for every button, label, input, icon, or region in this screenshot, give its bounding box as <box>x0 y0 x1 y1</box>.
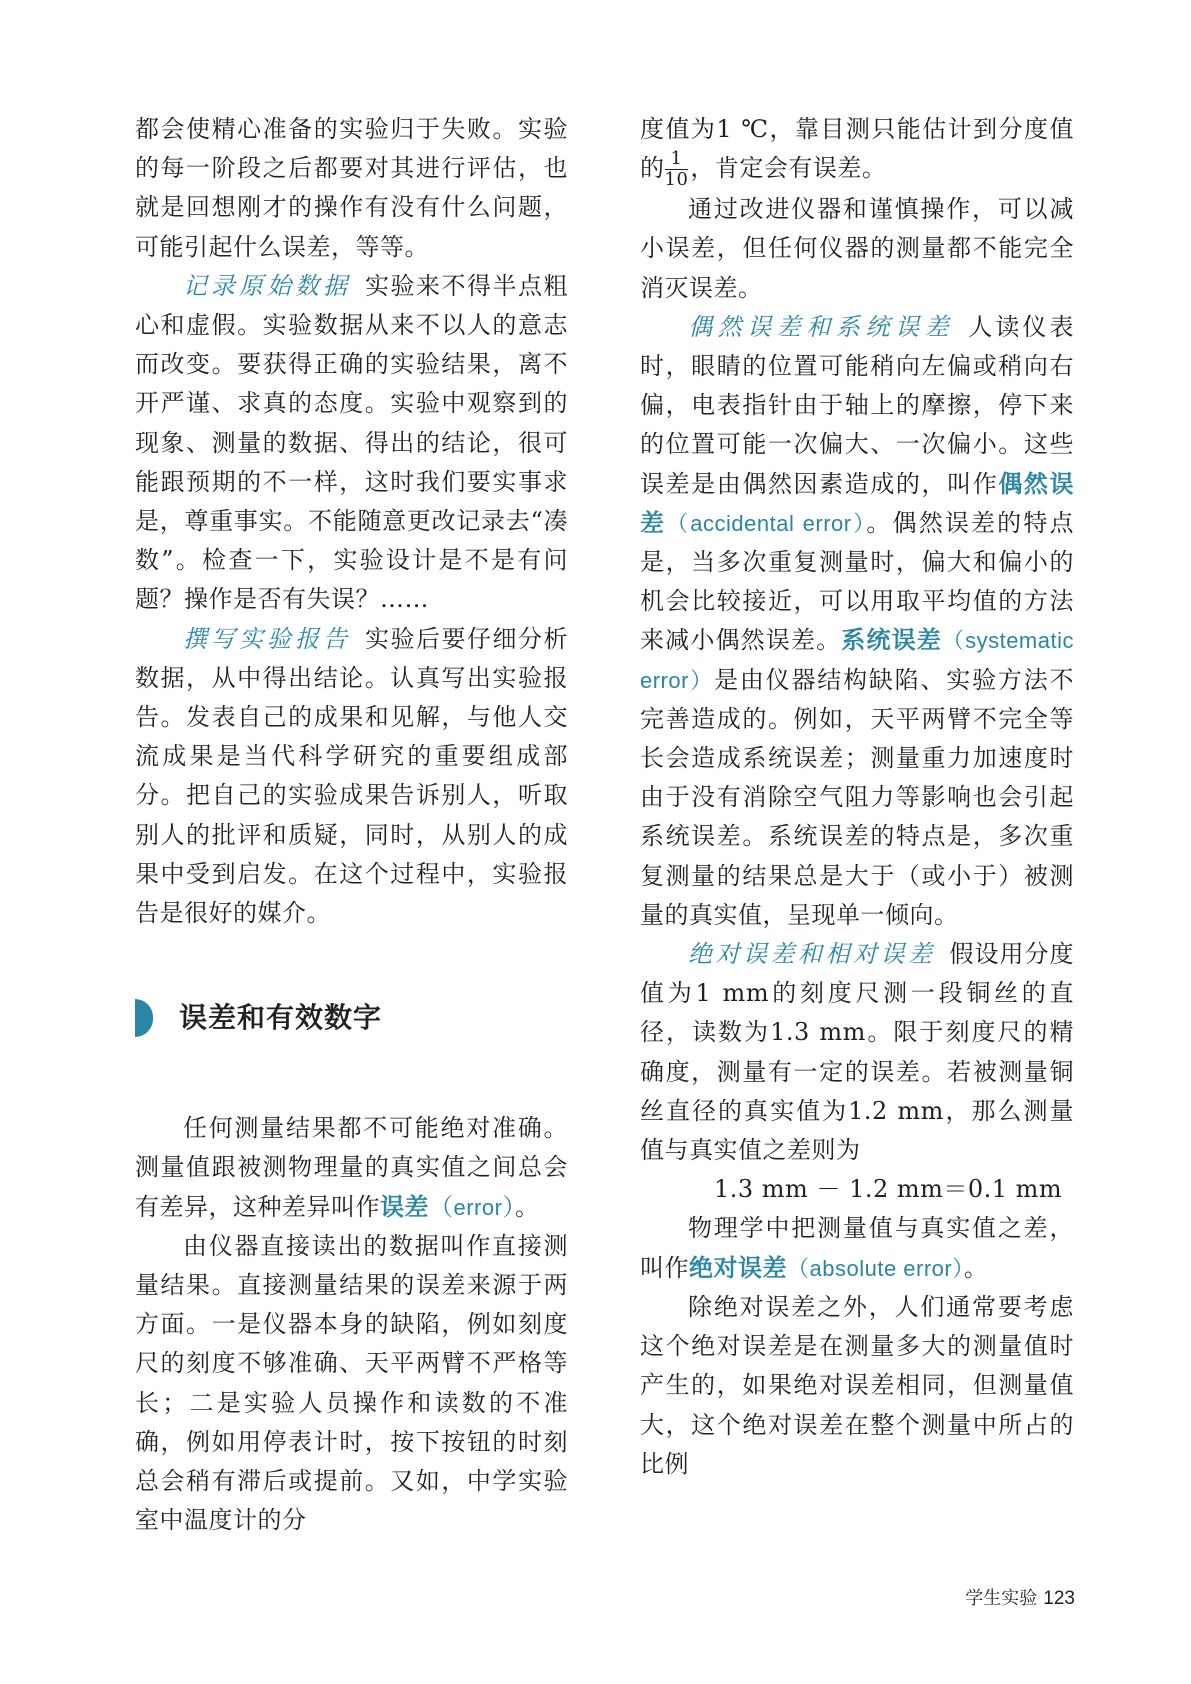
paragraph-text: 物理学中把测量值与真实值之差，叫作 <box>640 1214 1074 1282</box>
right-column <box>640 110 1074 1484</box>
section-heading <box>135 997 568 1039</box>
keyword-accidental-error: 偶然误差 <box>640 469 1074 537</box>
paragraph-end: 。 <box>963 1253 989 1282</box>
paragraph-absolute-relative <box>640 935 1074 1170</box>
english-term: （absolute error） <box>787 1255 964 1281</box>
paragraph-text: 任何测量结果都不可能绝对准确。测量值跟被测物理量的真实值之间总会有差异，这种差异叫作 <box>135 1114 568 1221</box>
paragraph: 除绝对误差之外，人们通常要考虑这个绝对误差是在测量多大的测量值时产生的，如果绝对误差相同，但测量值大，这个绝对误差在整个测量中所占的比例 <box>640 1292 1074 1478</box>
paragraph <box>640 110 1074 190</box>
keyword-absolute-error: 绝对误差 <box>689 1253 787 1282</box>
paragraph-absolute-error <box>640 1209 1074 1287</box>
paragraph-text: 假设用分度值为1 mm的刻度尺测一段铜丝的直径，读数为1.3 mm。限于刻度尺的精确度，测量有一定的误差。若被测量铜丝直径的真实值为1.2 mm，那么测量值与真实值之差则为 <box>640 940 1074 1165</box>
paragraph-lead: 绝对误差和相对误差 <box>688 940 936 969</box>
footer-label: 学生实验 <box>965 1588 1038 1609</box>
paren-close: ） <box>502 1192 515 1221</box>
paragraph: 由仪器直接读出的数据叫作直接测量结果。直接测量结果的误差来源于两方面。一是仪器本身的缺陷，例如刻度尺的刻度不够准确、天平两臂不严格等长；二是实验人员操作和读数的不准确，例如用停表计时，按下按钮的时刻总会稍有滞后或提前。又如，中学实验室中温度计的分 <box>135 1231 568 1535</box>
paragraph-text: 。偶然误差的特点是，当多次重复测量时，偏大和偏小的机会比较接近，可以用取平均值的方法来减小偶然误差。 <box>640 508 1074 655</box>
page-number: 123 <box>1043 1588 1075 1609</box>
equation: 1.3 mm － 1.2 mm＝0.1 mm <box>714 1175 1063 1204</box>
paragraph-text: 实验后要仔细分析数据，从中得出结论。认真写出实验报告。发表自己的成果和见解，与他人交流成果是当代科学研究的重要组成部分。把自己的实验成果告诉别人，听取别人的批评和质疑，同时，从别人的成果中受到启发。在这个过程中，实验报告是很好的媒介。 <box>135 624 568 928</box>
paragraph-text: 度值为1 ℃，靠目测只能估计到分度值的 <box>640 115 1074 183</box>
page-footer <box>965 1584 1075 1610</box>
keyword-systematic-error: 系统误差 <box>841 626 942 655</box>
paragraph-text: 实验来不得半点粗心和虚假。实验数据从来不以人的意志而改变。要获得正确的实验结果，离不开严谨、求真的态度。实验中观察到的现象、测量的数据、得出的结论，很可能跟预期的不一样，这时我们要实事求是，尊重事实。不能随意更改记录去“凑数”。检查一下，实验设计是不是有问题？操作是否有失误？…… <box>135 271 568 614</box>
paragraph-text: 是由仪器结构缺陷、实验方法不完善造成的。例如，天平两臂不完全等长会造成系统误差；测量重力加速度时由于没有消除空气阻力等影响也会引起系统误差。系统误差的特点是，多次重复测量的结果总是大于（或小于）被测量的真实值，呈现单一倾向。 <box>640 665 1075 929</box>
keyword-error: 误差 <box>380 1192 429 1221</box>
section-title: 误差和有效数字 <box>179 1001 383 1035</box>
english-term: （accidental error） <box>666 510 867 536</box>
paragraph: 都会使精心准备的实验归于失败。实验的每一阶段之后都要对其进行评估，也就是回想刚才的操作有没有什么问题，可能引起什么误差，等等。 <box>135 115 568 261</box>
paragraph-lead: 偶然误差和系统误差 <box>688 312 955 341</box>
left-column <box>135 110 568 1541</box>
paragraph-lead: 记录原始数据 <box>183 271 351 300</box>
paragraph-text: 人读仪表时，眼睛的位置可能稍向左偏或稍向右偏，电表指针由于轴上的摩擦，停下来的位置可能一次偏大、一次偏小。这些误差是由偶然因素造成的，叫作 <box>640 312 1074 498</box>
paragraph-text: ，肯定会有误差。 <box>690 154 887 183</box>
fraction <box>665 149 689 190</box>
paragraph-lead: 撰写实验报告 <box>183 624 351 653</box>
paragraph-end: 。 <box>514 1192 540 1221</box>
paragraph-record-data <box>135 267 568 620</box>
english-term: （systematic error） <box>640 628 1074 693</box>
paragraph-random-systematic <box>640 308 1074 935</box>
paragraph: 通过改进仪器和谨慎操作，可以减小误差，但任何仪器的测量都不能完全消灭误差。 <box>640 195 1074 302</box>
paragraph-write-report <box>135 620 568 934</box>
fraction-numerator: 1 <box>665 149 689 170</box>
section-marker-icon <box>135 999 153 1037</box>
fraction-denominator: 10 <box>664 169 689 191</box>
paren-open: （ <box>429 1192 454 1221</box>
english-term: error <box>453 1194 503 1220</box>
paragraph-error-definition <box>135 1109 568 1227</box>
